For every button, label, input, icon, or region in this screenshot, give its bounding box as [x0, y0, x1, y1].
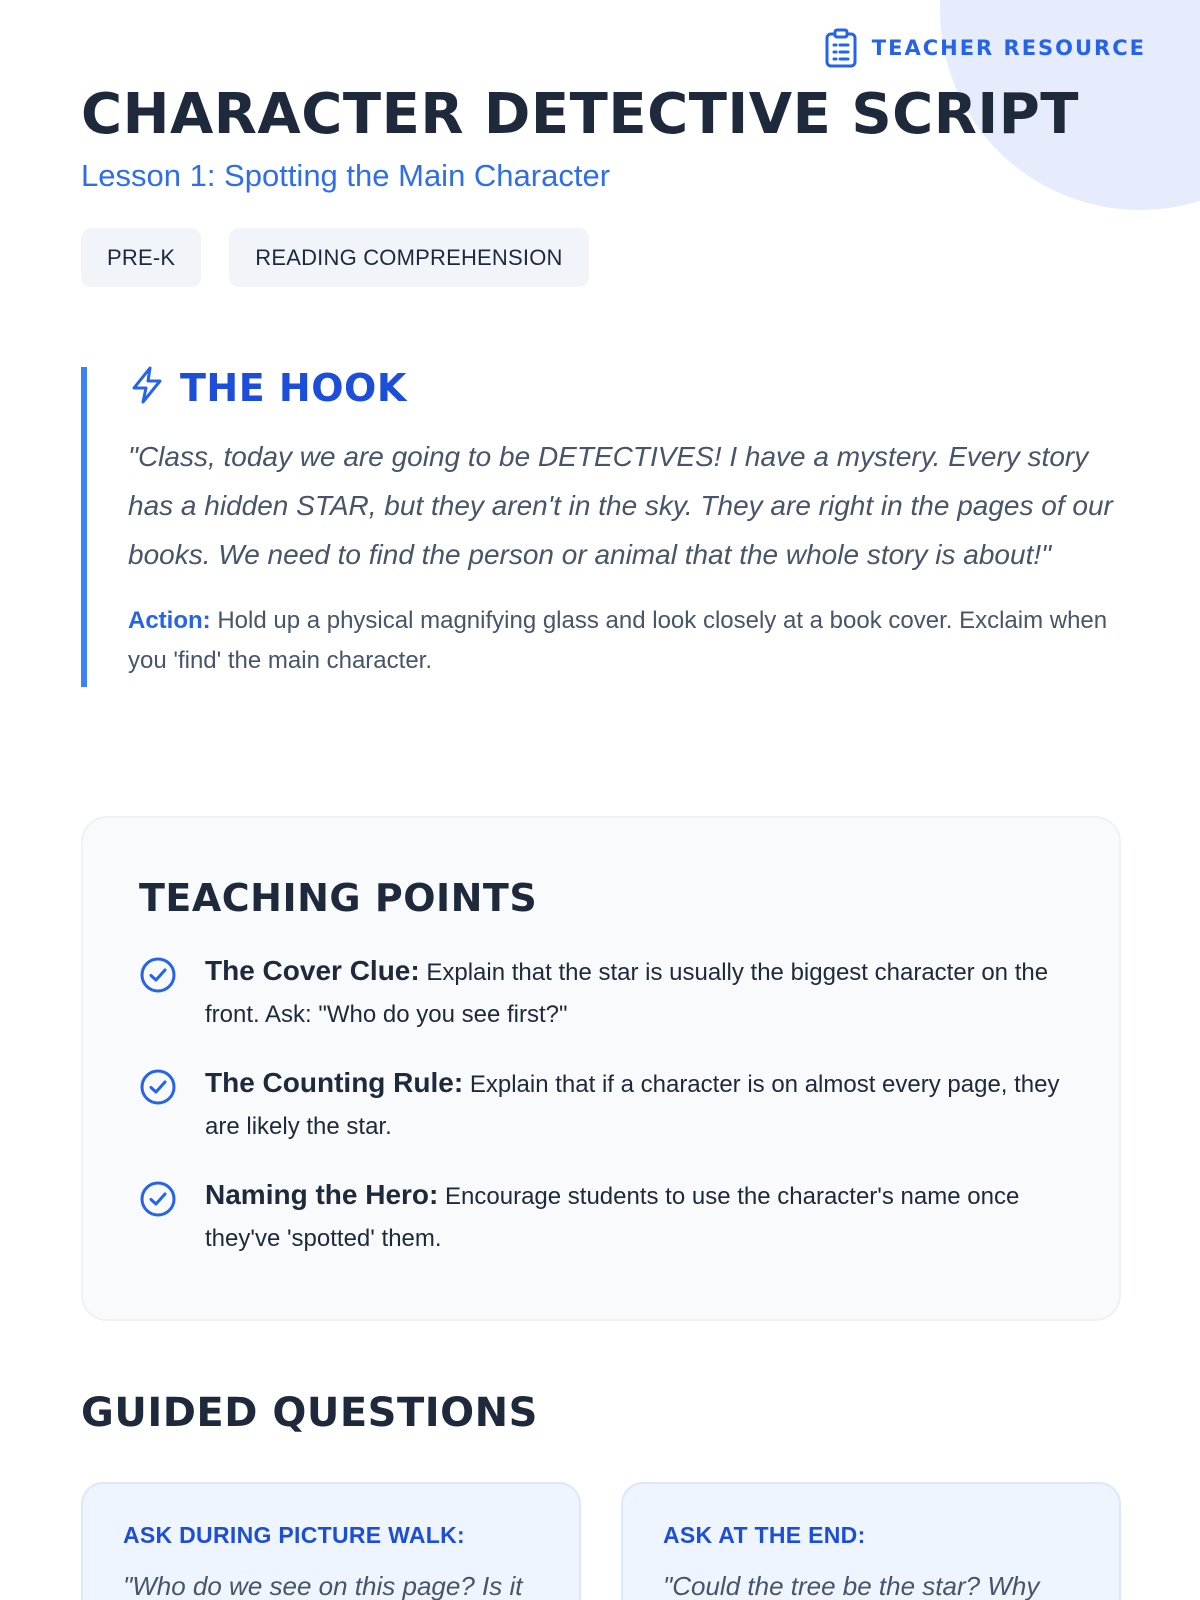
- tag-subject: READING COMPREHENSION: [229, 228, 588, 287]
- lightning-bolt-icon: [128, 365, 166, 410]
- teacher-resource-badge: [824, 28, 1146, 68]
- teaching-point-body: Explain that the star is usually the biggest character on the front. Ask: "Who do you see first?": [205, 959, 1049, 1028]
- guided-questions-title: GUIDED QUESTIONS: [81, 1390, 538, 1436]
- hook-title: THE HOOK: [180, 365, 407, 410]
- teaching-point-text: [205, 1062, 1063, 1148]
- tag-list: [81, 228, 589, 287]
- list-item: [139, 1174, 1063, 1260]
- action-label: Action:: [128, 607, 211, 634]
- hook-header: [128, 365, 1121, 410]
- action-text: Hold up a physical magnifying glass and look closely at a book cover. Exclaim when you 'find' the main character.: [128, 607, 1108, 674]
- hook-section: [81, 367, 1121, 687]
- hook-quote: "Class, today we are going to be DETECTIVES! I have a mystery. Every story has a hidden STAR, but they aren't in the sky. They are right in the pages of our books. We need to find the person or animal that the whole story is about!": [128, 441, 1113, 570]
- hook-action: [128, 601, 1128, 681]
- question-card-label: ASK AT THE END:: [663, 1522, 866, 1548]
- teaching-point-label: The Cover Clue:: [205, 955, 420, 986]
- list-item: [139, 950, 1063, 1036]
- question-card-picture-walk: [81, 1482, 581, 1600]
- question-card-end: [621, 1482, 1121, 1600]
- teaching-points-card: [81, 816, 1121, 1321]
- teaching-point-body: Encourage students to use the character's name once they've 'spotted' them.: [205, 1183, 1020, 1252]
- badge-label: TEACHER RESOURCE: [871, 36, 1146, 60]
- teaching-points-title: TEACHING POINTS: [139, 876, 538, 920]
- lesson-subtitle: Lesson 1: Spotting the Main Character: [81, 158, 611, 193]
- page-title: CHARACTER DETECTIVE SCRIPT: [81, 82, 1079, 147]
- question-card-text: "Could the tree be the star? Why: [663, 1571, 1040, 1600]
- check-circle-icon: [139, 1068, 177, 1111]
- question-card-label: ASK DURING PICTURE WALK:: [123, 1522, 465, 1548]
- teaching-point-label: The Counting Rule:: [205, 1067, 464, 1098]
- check-circle-icon: [139, 1180, 177, 1223]
- list-item: [139, 1062, 1063, 1148]
- teaching-point-label: Naming the Hero:: [205, 1179, 439, 1210]
- question-card-text: "Who do we see on this page? Is it: [123, 1571, 523, 1600]
- teaching-point-body: Explain that if a character is on almost every page, they are likely the star.: [205, 1071, 1060, 1140]
- teaching-point-text: [205, 1174, 1063, 1260]
- teaching-point-text: [205, 950, 1063, 1036]
- tag-grade: PRE-K: [81, 228, 201, 287]
- teaching-points-list: [139, 950, 1063, 1260]
- check-circle-icon: [139, 956, 177, 999]
- clipboard-list-icon: [824, 28, 858, 68]
